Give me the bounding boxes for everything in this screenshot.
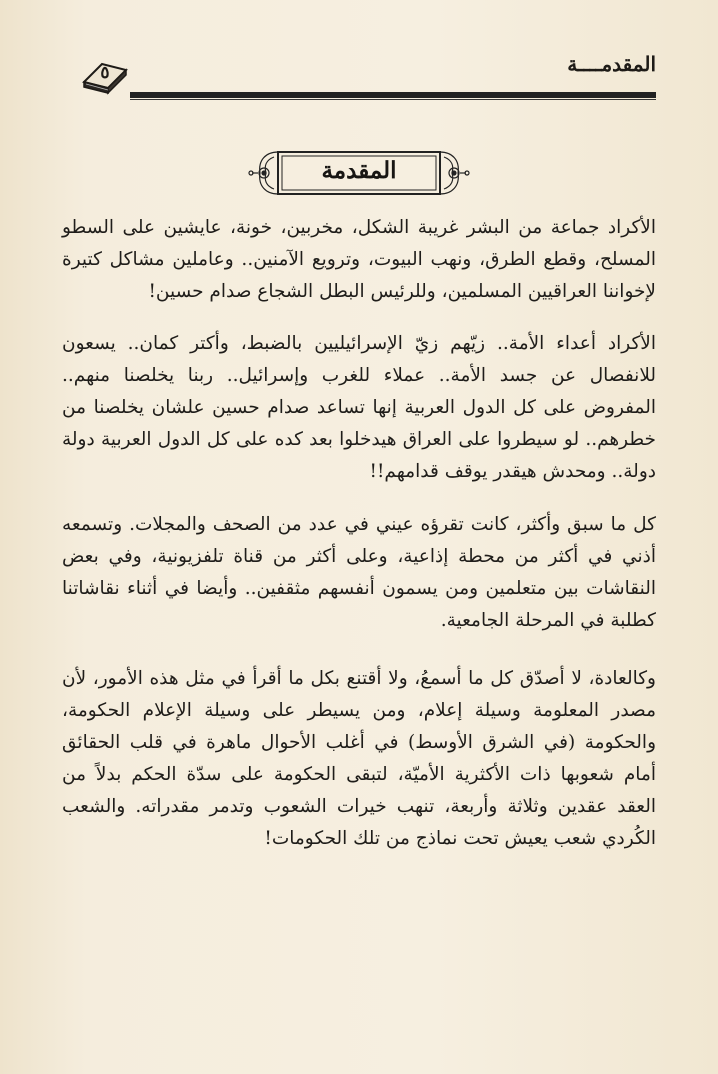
section-title: المقدمة <box>321 157 397 184</box>
paragraph: وكالعادة، لا أصدّق كل ما أسمعُ، ولا أقتنع بكل ما أقرأ في مثل هذه الأمور، لأن مصدر المعلومة وسيلة إعلام، ومن يسيطر على وسيلة الإعلام الحكومة، والحكومة (في الشرق الأوسط) في أغلب الأحوال ماهرة في قلب الحقائق أمام شعوبها ذات الأكثرية الأميّة، لتبقى الحكومة على سدّة الحكم بدلاً من العقد عقدين وثلاثة وأربعة، تنهب خيرات الشعوب وتدمر مقدراته. والشعب الكُردي شعب يعيش تحت نماذج من تلك الحكومات! <box>62 668 656 849</box>
paragraph: كل ما سبق وأكثر، كانت تقرؤه عيني في عدد من الصحف والمجلات. وتسمعه أذني في أكثر من محطة إذاعية، وعلى أكثر من قناة تلفزيونية، وفي بعض النقاشات بين متعلمين ومن يسمون أنفسهم مثقفين.. وأيضا في أثناء نقاشاتنا كطلبة في المرحلة الجامعية. <box>62 514 656 631</box>
body-text <box>62 212 656 877</box>
section-title-frame <box>248 148 470 198</box>
page-number: ٥ <box>100 63 110 83</box>
header-rule <box>130 92 656 98</box>
page-number-badge <box>80 58 130 96</box>
running-header-title: المقدمــــة <box>567 52 656 76</box>
paragraph: الأكراد أعداء الأمة.. زيّهم زيّ الإسرائيليين بالضبط، وأكتر كمان.. يسعون للانفصال عن جسد الأمة.. عملاء للغرب وإسرائيل.. ربنا يخلصنا منهم.. المفروض على كل الدول العربية إنها تساعد صدام حسين علشان يخلصنا من خطرهم.. لو سيطروا على العراق هيدخلوا بعد كده على كل الدول العربية دولة دولة.. ومحدش هيقدر يوقف قدامهم!! <box>62 333 657 482</box>
paragraph: الأكراد جماعة من البشر غريبة الشكل، مخربين، خونة، عايشين على السطو المسلح، وقطع الطرق، ونهب البيوت، وترويع الآمنين.. وعاملين مشاكل كتيرة لإخواننا العراقيين المسلمين، وللرئيس البطل الشجاع صدام حسين! <box>62 217 656 302</box>
